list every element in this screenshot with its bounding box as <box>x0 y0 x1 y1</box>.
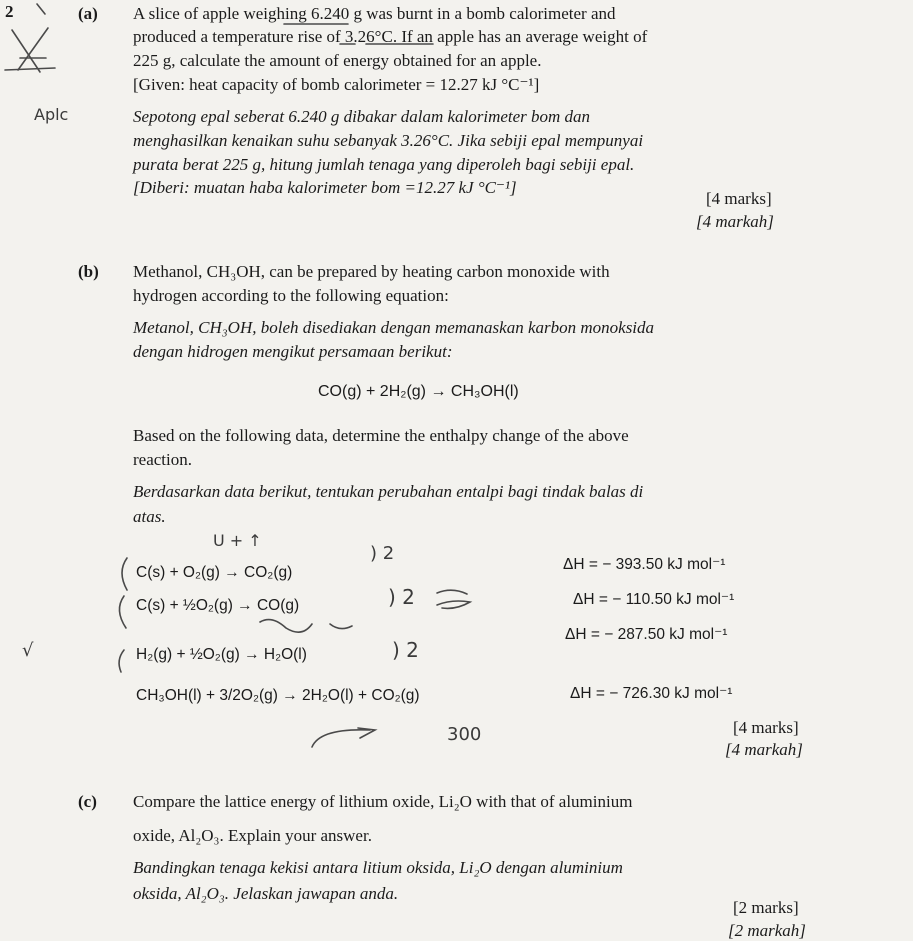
part-c-ms-line: Bandingkan tenaga kekisi antara litium oksida, Li₂O dengan aluminium <box>133 858 623 877</box>
part-a-marks: [4 marks] <box>706 189 772 208</box>
margin-cross-icon <box>12 30 40 72</box>
data-dh-3: ΔH = − 287.50 kJ mol⁻¹ <box>565 626 728 643</box>
data-equation-1: C(s) + O₂(g) → CO₂(g) <box>136 564 293 581</box>
part-a-ms-given: [Diberi: muatan haba kalorimeter bom =12.27 kJ °C⁻¹] <box>133 178 517 197</box>
data-equation-2: C(s) + ½O₂(g) → CO(g) <box>136 597 300 614</box>
part-b-en-line: hydrogen according to the following equation: <box>133 286 449 305</box>
part-a-en-line: 225 g, calculate the amount of energy obtained for an apple. <box>133 51 542 70</box>
part-c-marks: [2 marks] <box>733 898 799 917</box>
part-b-ms-line: dengan hidrogen mengikut persamaan berikut: <box>133 342 453 361</box>
handwritten-note: 300 <box>447 724 482 745</box>
part-b-ms-line: Metanol, CH₃OH, boleh disediakan dengan memanaskan karbon monoksida <box>133 318 655 337</box>
part-b-instruction-en: Based on the following data, determine the enthalpy change of the above <box>133 426 629 445</box>
main-equation: CO(g) + 2H₂(g) → CH₃OH(l) <box>318 383 519 400</box>
handwritten-check: √ <box>22 640 34 661</box>
part-a-ms-line: Sepotong epal seberat 6.240 g dibakar dalam kalorimeter bom dan <box>133 107 591 126</box>
data-dh-1: ΔH = − 393.50 kJ mol⁻¹ <box>563 556 726 573</box>
handwritten-note: ) 2 <box>392 638 419 662</box>
data-equation-3: H₂(g) + ½O₂(g) → H₂O(l) <box>136 646 307 663</box>
question-number: 2 <box>5 2 14 21</box>
part-c-en-line: Compare the lattice energy of lithium oxide, Li₂O with that of aluminium <box>133 792 633 811</box>
part-b-en-line: Methanol, CH₃OH, can be prepared by heating carbon monoxide with <box>133 262 610 281</box>
part-c-ms-line: oksida, Al₂O₃. Jelaskan jawapan anda. <box>133 884 399 903</box>
part-a-ms-line: menghasilkan kenaikan suhu sebanyak 3.26°C. Jika sebiji epal mempunyai <box>133 131 644 150</box>
data-equation-4: CH₃OH(l) + 3/2O₂(g) → 2H₂O(l) + CO₂(g) <box>136 687 420 704</box>
part-a-markah: [4 markah] <box>696 212 774 231</box>
part-b-instruction-ms: atas. <box>133 507 166 526</box>
part-b-label: (b) <box>78 262 99 281</box>
data-dh-2: ΔH = − 110.50 kJ mol⁻¹ <box>573 591 735 608</box>
handwritten-note: U + ↑ <box>213 531 262 550</box>
part-a-en-line: produced a temperature rise of 3.26°C. If an apple has an average weight of <box>133 27 648 46</box>
part-b-instruction-ms: Berdasarkan data berikut, tentukan perubahan entalpi bagi tindak balas di <box>133 482 644 501</box>
part-c-en-line: oxide, Al₂O₃. Explain your answer. <box>133 826 372 845</box>
part-a-given: [Given: heat capacity of bomb calorimeter = 12.27 kJ °C⁻¹] <box>133 75 540 94</box>
part-a-label: (a) <box>78 4 98 23</box>
part-a-en-line: A slice of apple weighing 6.240 g was burnt in a bomb calorimeter and <box>133 4 616 23</box>
part-c-label: (c) <box>78 792 97 811</box>
part-b-instruction-en: reaction. <box>133 450 192 469</box>
handwritten-margin-note: Aplc <box>34 105 69 124</box>
part-a-ms-line: purata berat 225 g, hitung jumlah tenaga yang diperoleh bagi sebiji epal. <box>133 155 635 174</box>
data-dh-4: ΔH = − 726.30 kJ mol⁻¹ <box>570 685 733 702</box>
part-c-markah: [2 markah] <box>728 921 806 940</box>
handwritten-note: ) 2 <box>388 585 415 609</box>
part-b-marks: [4 marks] <box>733 718 799 737</box>
handwritten-note: ) 2 <box>370 543 395 564</box>
part-b-markah: [4 markah] <box>725 740 803 759</box>
